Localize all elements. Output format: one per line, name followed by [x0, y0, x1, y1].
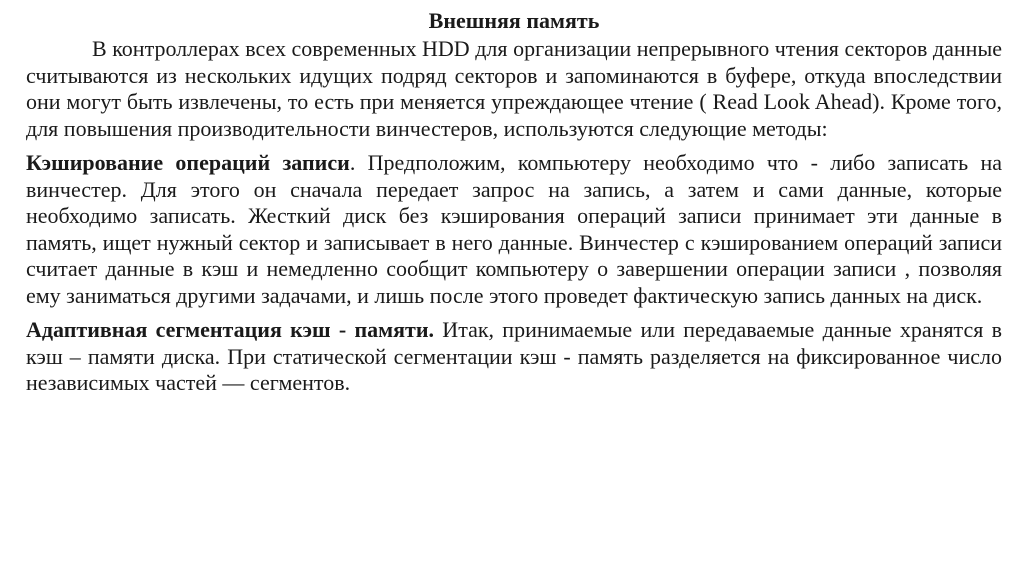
page-title: Внешняя память [428, 8, 600, 33]
slide-content [26, 8, 1002, 397]
adaptive-segmentation-paragraph [26, 317, 1002, 397]
adaptive-segmentation-heading: Адаптивная сегментация кэш - памяти. [26, 317, 435, 342]
write-caching-heading: Кэширование операций записи [26, 150, 350, 175]
intro-paragraph: В контроллерах всех современных HDD для организации непрерывного чтения секторов данные считываются из нескольких идущих подряд секторов и запоминаются в буфере, откуда впоследствии они могут быть извлечены, то есть при меняется упреждающее чтение ( Read Look Ahead). Кроме того, для повышения производительности винчестеров, используются следующие методы: [26, 36, 1002, 141]
adaptive-segmentation-body: Итак, принимаемые или передаваемые данные хранятся в кэш – памяти диска. При статической сегментации кэш - память разделяется на фиксированное число независимых частей — сегментов. [26, 317, 1002, 395]
write-caching-heading-punct: . [349, 150, 356, 175]
write-caching-body: Предположим, компьютеру необходимо что - либо записать на винчестер. Для этого он сначала передает запрос на запись, а затем и сами данные, которые необходимо записать. Жесткий диск без кэширования операций записи принимает эти данные в память, ищет нужный сектор и записывает в него данные. Винчестер с кэшированием операций записи считает данные в кэш и немедленно сообщит компьютеру о завершении операции записи , позволяя ему заниматься другими задачами, и лишь после этого проведет фактическую запись данных на диск. [26, 150, 1003, 308]
write-caching-paragraph [26, 150, 1002, 309]
